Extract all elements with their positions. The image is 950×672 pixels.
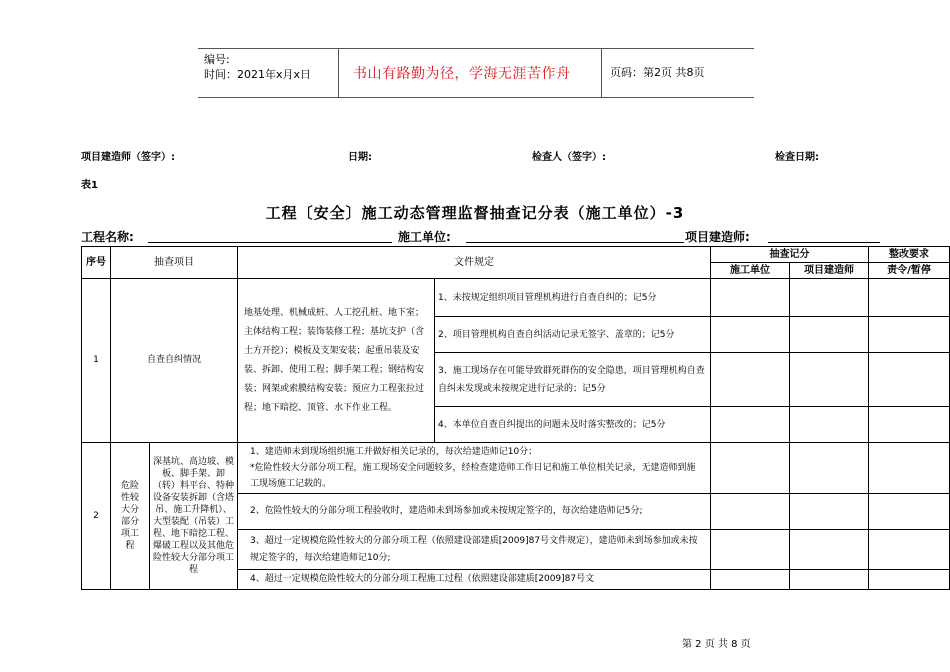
- row2-rule: 3、超过一定规模危险性较大的分部分项工程（依照建设部建质[2009]87号文件规定），建造师未到场参加或未按规定签字的，每次给建造师记10分;: [238, 530, 711, 570]
- project-name-label: 工程名称:: [81, 230, 134, 244]
- table-label: 表1: [81, 180, 98, 191]
- row1-rule: 4、本单位自查自纠提出的问题未及时落实整改的；记5分: [435, 407, 711, 443]
- table-row: [82, 443, 950, 494]
- col-header-regulation: 文件规定: [238, 247, 711, 279]
- row1-seq: 1: [82, 279, 111, 443]
- builder-signature-label: 项目建造师（签字）:: [81, 152, 175, 163]
- construction-unit-underline: [466, 242, 684, 243]
- table-header-row: [82, 247, 950, 263]
- row2-rule: 2、危险性较大的分部分项工程验收时，建造师未到场参加或未按规定签字的，每次给建造师记5分;: [238, 494, 711, 530]
- header-left-cell: [198, 49, 338, 97]
- header-divider: [338, 49, 339, 97]
- row1-rule: 1、未按规定组织项目管理机构进行自查自纠的；记5分: [435, 279, 711, 317]
- rectify-cell[interactable]: [869, 279, 950, 317]
- document-title: 工程〔安全〕施工动态管理监督抽查记分表（施工单位）-3: [265, 204, 685, 222]
- row1-rule: 3、施工现场存在可能导致群死群伤的安全隐患，项目管理机构自查自纠未发现或未按规定进行记录的；记5分: [435, 353, 711, 407]
- score-cell[interactable]: [711, 570, 790, 590]
- header-divider: [601, 49, 602, 97]
- col-header-rectify: 整改要求: [869, 247, 950, 263]
- score-cell[interactable]: [790, 494, 869, 530]
- inspection-table: [81, 246, 950, 590]
- score-cell[interactable]: [711, 407, 790, 443]
- row1-item: 自查自纠情况: [111, 279, 238, 443]
- score-cell[interactable]: [790, 317, 869, 353]
- row2-seq: 2: [82, 443, 111, 590]
- row1-scope: 地基处理、机械成桩、人工挖孔桩、地下室；主体结构工程；装饰装修工程；基坑支护（含土方开挖）；模板及支架安装；起重吊装及安装、拆卸、使用工程；脚手架工程；钢结构安装；网架或索膜结构安装；预应力工程张拉过程；地下暗挖、顶管、水下作业工程。: [238, 279, 435, 443]
- rectify-cell[interactable]: [869, 530, 950, 570]
- score-cell[interactable]: [790, 530, 869, 570]
- header-page-number: 页码：第2页 共8页: [610, 66, 705, 79]
- col-header-score: 抽查记分: [711, 247, 869, 263]
- date-label: 日期:: [348, 152, 372, 163]
- rectify-cell[interactable]: [869, 407, 950, 443]
- inspector-signature-label: 检查人（签字）:: [532, 152, 606, 163]
- score-cell[interactable]: [711, 317, 790, 353]
- row2-item: 危险性较大分部分项工程: [111, 443, 150, 590]
- row2-scope: 深基坑、高边坡、模板、脚手架、卸（转）料平台、特种设备安装拆卸（含塔吊、施工升降机）、大型装配（吊装）工程、地下暗挖工程、爆破工程以及其他危险性较大分部分项工程: [150, 443, 238, 590]
- inspection-date-label: 检查日期:: [775, 152, 819, 163]
- project-builder-label: 项目建造师:: [685, 230, 750, 244]
- number-label: 编号:: [204, 53, 230, 66]
- row2-rule: 4、超过一定规模危险性较大的分部分项工程施工过程（依照建设部建质[2009]87号文: [238, 570, 711, 590]
- rectify-cell[interactable]: [869, 494, 950, 530]
- score-cell[interactable]: [711, 443, 790, 494]
- row2-rule-1: [238, 443, 711, 494]
- col-header-rectify-order: 责令/暂停: [869, 263, 950, 279]
- score-cell[interactable]: [790, 353, 869, 407]
- score-cell[interactable]: [790, 570, 869, 590]
- rectify-cell[interactable]: [869, 317, 950, 353]
- rectify-cell[interactable]: [869, 570, 950, 590]
- col-header-score-unit: 施工单位: [711, 263, 790, 279]
- score-cell[interactable]: [790, 443, 869, 494]
- page-footer: 第 2 页 共 8 页: [682, 639, 751, 650]
- score-cell[interactable]: [790, 407, 869, 443]
- score-cell[interactable]: [711, 530, 790, 570]
- col-header-item: 抽查项目: [111, 247, 238, 279]
- header-motto: 书山有路勤为径，学海无涯苦作舟: [353, 66, 571, 82]
- row1-rule: 2、项目管理机构自查自纠活动记录无签字、盖章的；记5分: [435, 317, 711, 353]
- score-cell[interactable]: [790, 279, 869, 317]
- row2-rule-note: *危险性较大分部分项工程，施工现场安全问题较多，经检查建造师工作日记和施工单位相关记录，无建造师到施工现场施工记载的。: [250, 463, 696, 489]
- rectify-cell[interactable]: [869, 443, 950, 494]
- score-cell[interactable]: [711, 353, 790, 407]
- rectify-cell[interactable]: [869, 353, 950, 407]
- construction-unit-label: 施工单位:: [398, 230, 451, 244]
- project-name-underline: [148, 242, 392, 243]
- time-label: 时间：2021年x月x日: [204, 68, 312, 81]
- score-cell[interactable]: [711, 494, 790, 530]
- row2-rule-text: 1、建造师未到现场组织施工并做好相关记录的，每次给建造师记10分；: [250, 447, 538, 457]
- project-builder-underline: [768, 242, 880, 243]
- table-row: [82, 279, 950, 317]
- col-header-seq: 序号: [82, 247, 111, 279]
- score-cell[interactable]: [711, 279, 790, 317]
- col-header-score-builder: 项目建造师: [790, 263, 869, 279]
